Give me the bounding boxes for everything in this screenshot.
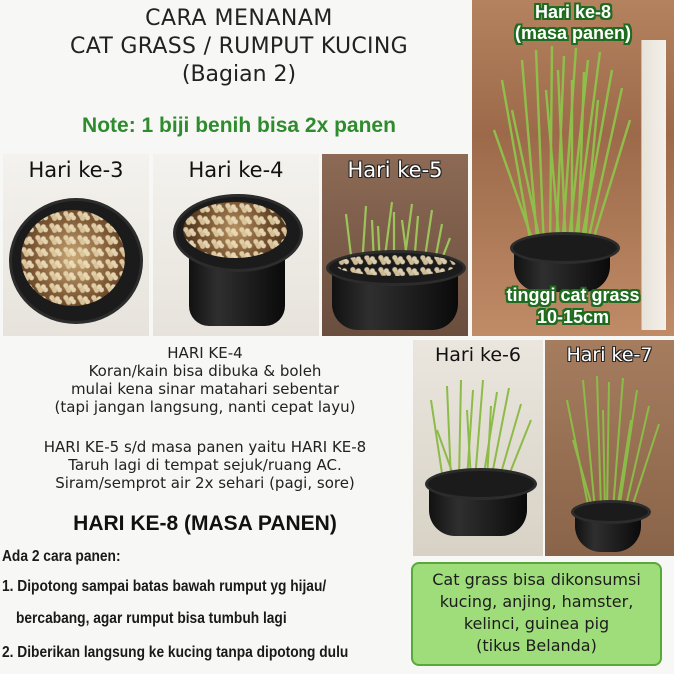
title-line-2: CAT GRASS / RUMPUT KUCING: [70, 34, 408, 59]
photo-day-8-label-line1: Hari ke-8: [534, 2, 612, 22]
photo-day-4: [153, 154, 319, 336]
day-5-line1: HARI KE-5 s/d masa panen yaitu HARI KE-8: [43, 438, 367, 456]
photo-day-5: [322, 154, 468, 336]
photo-day-5-label: Hari ke-5: [347, 158, 443, 182]
photo-day-7: [545, 340, 674, 556]
grass-height-line1: tinggi cat grass: [506, 285, 640, 305]
info-box-line3: kelinci, guinea pig: [463, 614, 610, 633]
way-2: 2. Diberikan langsung ke kucing tanpa dipotong dulu: [2, 644, 349, 661]
day-4-line1: Koran/kain bisa dibuka & boleh: [88, 362, 322, 380]
info-box: [411, 562, 662, 666]
photo-day-8-label: [472, 2, 674, 44]
photo-day-8-label-line2: (masa panen): [514, 23, 632, 43]
day-4-line3: (tapi jangan langsung, nanti cepat layu): [54, 398, 356, 416]
ways-intro: Ada 2 cara panen:: [2, 548, 121, 565]
photo-day-8: [472, 0, 674, 336]
photo-day-6: [413, 340, 543, 556]
grass-height-line2: 10-15cm: [536, 307, 610, 327]
day-5-line3: Siram/semprot air 2x sehari (pagi, sore): [55, 474, 355, 492]
info-box-line4: (tikus Belanda): [476, 636, 597, 655]
info-box-line2: kucing, anjing, hamster,: [439, 592, 634, 611]
title-line-1: CARA MENANAM: [145, 6, 333, 31]
way-1-line1: 1. Dipotong sampai batas bawah rumput yg hijau/: [2, 578, 327, 595]
photo-day-4-label: Hari ke-4: [188, 158, 284, 182]
grass-height-label: [472, 284, 674, 328]
photo-day-6-label: Hari ke-6: [434, 344, 522, 366]
day-5-instructions: [0, 438, 410, 492]
harvest-heading: HARI KE-8 (MASA PANEN): [73, 512, 337, 535]
title-line-3: (Bagian 2): [181, 62, 297, 87]
photo-day-3: [3, 154, 149, 336]
info-box-line1: Cat grass bisa dikonsumsi: [432, 570, 641, 589]
day-4-instructions: [0, 344, 410, 416]
photo-day-3-label: Hari ke-3: [28, 158, 124, 182]
day-4-line2: mulai kena sinar matahari sebentar: [70, 380, 340, 398]
day-5-line2: Taruh lagi di tempat sejuk/ruang AC.: [68, 456, 342, 474]
photo-day-7-label: Hari ke-7: [566, 344, 653, 366]
note-text: Note: 1 biji benih bisa 2x panen: [82, 114, 396, 137]
way-1-line2: bercabang, agar rumput bisa tumbuh lagi: [16, 610, 287, 627]
day-4-heading: HARI KE-4: [167, 344, 243, 362]
